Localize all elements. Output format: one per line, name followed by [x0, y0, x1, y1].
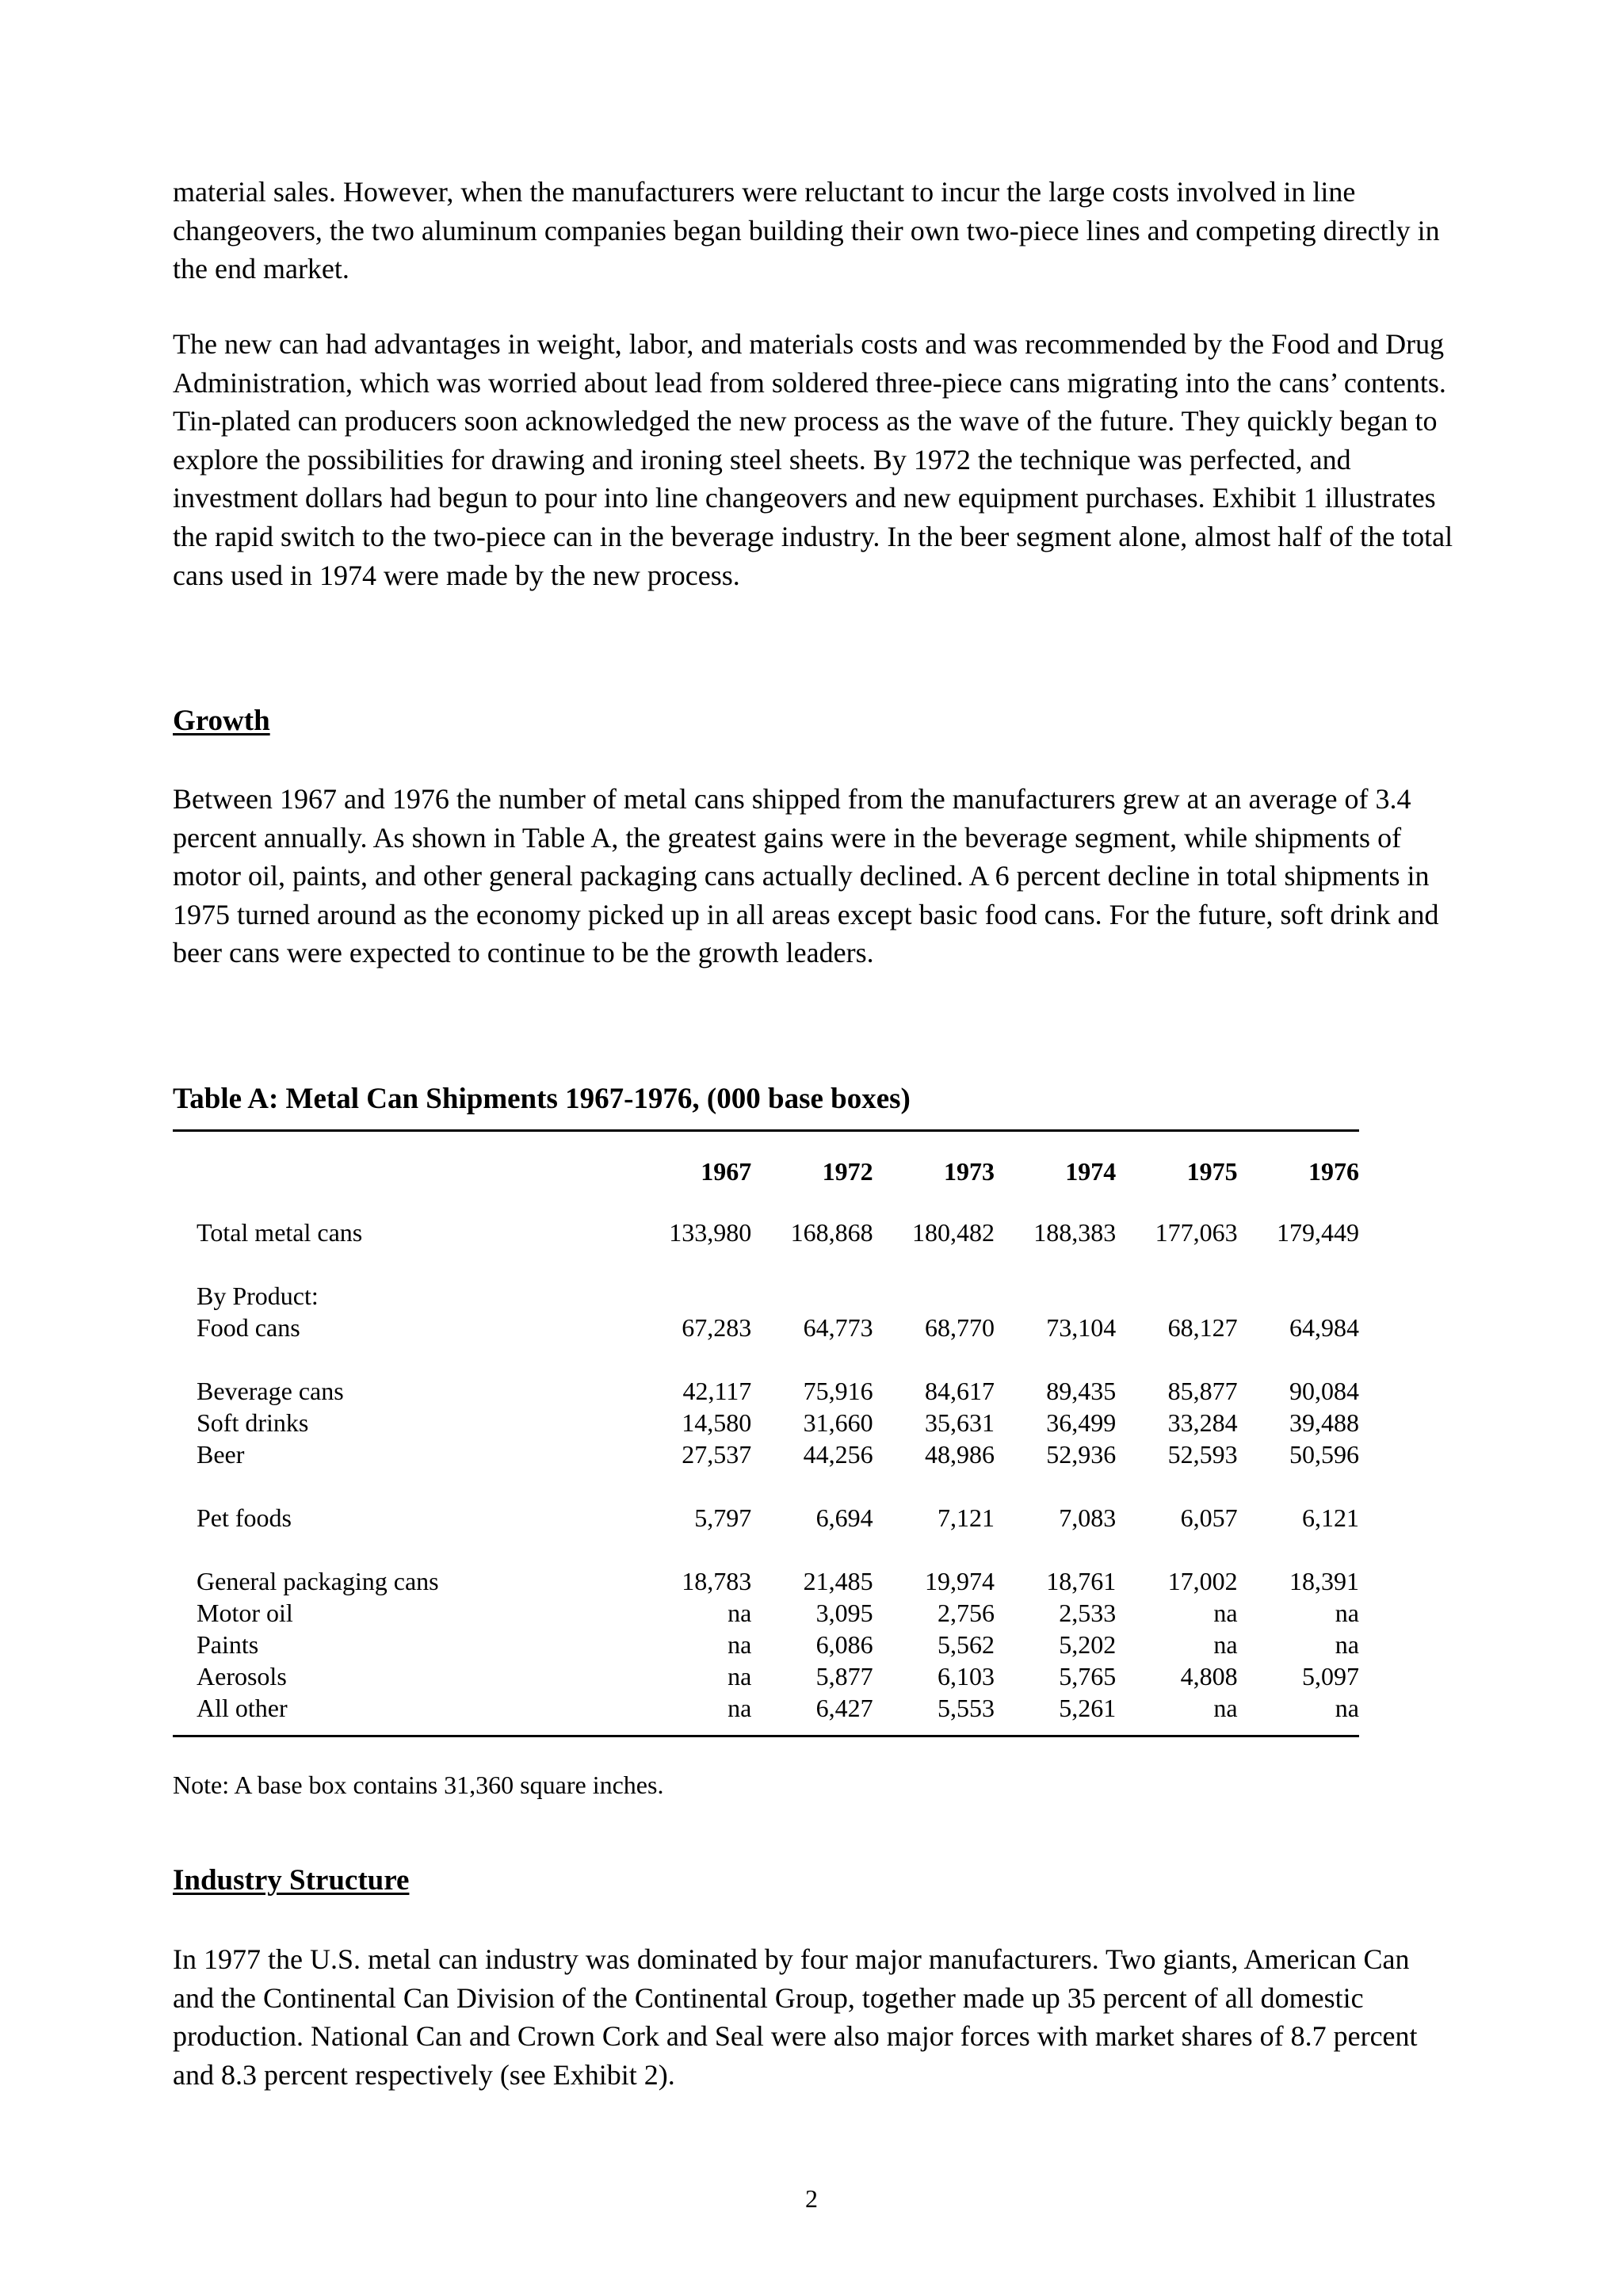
row-label: Aerosols — [197, 1662, 287, 1690]
industry-structure-heading: Industry Structure — [173, 1864, 410, 1897]
table-cell: 39,488 — [1289, 1408, 1359, 1437]
year-header: 1967 — [701, 1157, 752, 1186]
table-row-total — [173, 1217, 1359, 1248]
table-header-row — [173, 1132, 1359, 1217]
table-cell: 5,261 — [1059, 1694, 1117, 1722]
table-cell: 35,631 — [924, 1408, 995, 1437]
table-cell: na — [1335, 1694, 1359, 1722]
table-cell: 168,868 — [790, 1218, 873, 1247]
table-cell: 6,427 — [815, 1694, 873, 1722]
table-cell: 188,383 — [1033, 1218, 1117, 1247]
table-cell: 33,284 — [1167, 1408, 1238, 1437]
table-cell: na — [727, 1694, 752, 1722]
table-cell: 18,783 — [682, 1567, 752, 1595]
table-cell: na — [727, 1599, 752, 1627]
table-cell: 68,127 — [1167, 1313, 1238, 1342]
table-cell: 2,756 — [937, 1599, 995, 1627]
table-cell: 17,002 — [1167, 1567, 1238, 1595]
row-label: Soft drinks — [197, 1408, 309, 1437]
table-row-beverage — [173, 1375, 1359, 1407]
table-cell: 4,808 — [1180, 1662, 1238, 1690]
table-cell: 73,104 — [1046, 1313, 1117, 1342]
table-cell: 5,765 — [1059, 1662, 1117, 1690]
row-label: All other — [197, 1694, 288, 1722]
table-cell: na — [1335, 1630, 1359, 1659]
table-cell: 5,202 — [1059, 1630, 1117, 1659]
table-row-general-packaging — [173, 1565, 1359, 1597]
row-label: Motor oil — [197, 1599, 293, 1627]
table-cell: na — [1213, 1599, 1238, 1627]
shipments-table — [173, 1132, 1359, 1735]
year-header: 1974 — [1065, 1157, 1117, 1186]
table-cell: 52,593 — [1167, 1440, 1238, 1469]
table-row-beer — [173, 1438, 1359, 1470]
table-cell: 50,596 — [1289, 1440, 1359, 1469]
table-cell: 6,121 — [1302, 1503, 1359, 1532]
table-cell: 27,537 — [682, 1440, 752, 1469]
paragraph-industry-structure: In 1977 the U.S. metal can industry was dominated by four major manufacturers. Two giants, American Can and the Continental Can Division of the Continental Group, together made up 35 percent of all domestic production. National Can and Crown Cork and Seal were also major forces with market shares of 8.7 percent and 8.3 percent respectively (see Exhibit 2). — [173, 1943, 1418, 2091]
table-row-aerosols — [173, 1660, 1359, 1692]
table-row-all-other — [173, 1692, 1359, 1735]
table-cell: 7,121 — [937, 1503, 995, 1532]
table-cell: 6,057 — [1180, 1503, 1238, 1532]
table-cell: 18,761 — [1046, 1567, 1117, 1595]
table-cell: 179,449 — [1277, 1218, 1359, 1247]
table-cell: 6,086 — [815, 1630, 873, 1659]
table-cell: 5,553 — [937, 1694, 995, 1722]
row-label: General packaging cans — [197, 1567, 439, 1595]
paragraph-aluminum-companies: material sales. However, when the manufacturers were reluctant to incur the large costs involved in line changeovers, the two aluminum companies began building their own two-piece lines and competing directly in the end market. — [173, 176, 1440, 285]
table-row-paints — [173, 1629, 1359, 1660]
row-label: Pet foods — [197, 1503, 292, 1532]
table-cell: 84,617 — [924, 1377, 995, 1405]
table-cell: 89,435 — [1046, 1377, 1117, 1405]
table-cell: 133,980 — [669, 1218, 752, 1247]
table-cell: 14,580 — [682, 1408, 752, 1437]
table-cell: 5,877 — [815, 1662, 873, 1690]
table-cell: 90,084 — [1289, 1377, 1359, 1405]
table-cell: 18,391 — [1289, 1567, 1359, 1595]
table-cell: na — [1213, 1694, 1238, 1722]
table-cell: 68,770 — [924, 1313, 995, 1342]
table-cell: 3,095 — [815, 1599, 873, 1627]
row-label: Beverage cans — [197, 1377, 344, 1405]
table-note: Note: A base box contains 31,360 square inches. — [173, 1771, 664, 1799]
row-label: Total metal cans — [197, 1218, 363, 1247]
paragraph-growth: Between 1967 and 1976 the number of metal cans shipped from the manufacturers grew at an average of 3.4 percent annually. As shown in Table A, the greatest gains were in the beverage segment, while shipments of motor oil, paints, and other general packaging cans actually declined. A 6 percent decline in total shipments in 1975 turned around as the economy picked up in all areas except basic food cans. For the future, soft drink and beer cans were expected to continue to be the growth leaders. — [173, 783, 1439, 969]
row-label: Beer — [197, 1440, 245, 1469]
table-cell: na — [727, 1662, 752, 1690]
table-cell: 5,097 — [1302, 1662, 1359, 1690]
table-row-by-product — [173, 1280, 1359, 1312]
table-cell: 48,986 — [924, 1440, 995, 1469]
shipments-table-container — [173, 1129, 1359, 1737]
table-cell: 36,499 — [1046, 1408, 1117, 1437]
table-cell: 52,936 — [1046, 1440, 1117, 1469]
table-cell: 5,797 — [694, 1503, 752, 1532]
table-cell: 180,482 — [911, 1218, 995, 1247]
table-row-soft-drinks — [173, 1407, 1359, 1438]
year-header: 1973 — [943, 1157, 995, 1186]
table-cell: 31,660 — [803, 1408, 873, 1437]
table-cell: 44,256 — [803, 1440, 873, 1469]
table-cell: na — [1213, 1630, 1238, 1659]
table-row-motor-oil — [173, 1597, 1359, 1629]
year-header: 1975 — [1186, 1157, 1238, 1186]
table-cell: na — [1335, 1599, 1359, 1627]
table-cell: na — [727, 1630, 752, 1659]
table-cell: 6,103 — [937, 1662, 995, 1690]
table-row-pet-foods — [173, 1502, 1359, 1534]
table-cell: 177,063 — [1155, 1218, 1238, 1247]
table-cell: 6,694 — [815, 1503, 873, 1532]
row-label: Food cans — [197, 1313, 300, 1342]
table-cell: 42,117 — [682, 1377, 752, 1405]
table-cell: 75,916 — [803, 1377, 873, 1405]
growth-heading: Growth — [173, 705, 270, 737]
table-cell: 2,533 — [1059, 1599, 1117, 1627]
row-label: By Product: — [197, 1282, 319, 1310]
table-cell: 21,485 — [803, 1567, 873, 1595]
table-cell: 64,984 — [1289, 1313, 1359, 1342]
year-header: 1972 — [822, 1157, 873, 1186]
table-row-food — [173, 1312, 1359, 1343]
table-cell: 67,283 — [682, 1313, 752, 1342]
table-cell: 19,974 — [924, 1567, 995, 1595]
table-cell: 5,562 — [937, 1630, 995, 1659]
paragraph-new-can-advantages: The new can had advantages in weight, labor, and materials costs and was recommended by the Food and Drug Administration, which was worried about lead from soldered three-piece cans migrating into the cans’ contents. Tin-plated can producers soon acknowledged the new process as the wave of the future. They quickly began to explore the possibilities for drawing and ironing steel sheets. By 1972 the technique was perfected, and investment dollars had begun to pour into line changeovers and new equipment purchases. Exhibit 1 illustrates the rapid switch to the two-piece can in the beverage industry. In the beer segment alone, almost half of the total cans used in 1974 were made by the new process. — [173, 328, 1453, 591]
table-cell: 64,773 — [803, 1313, 873, 1342]
page-number: 2 — [805, 2184, 818, 2213]
table-cell: 85,877 — [1167, 1377, 1238, 1405]
table-title: Table A: Metal Can Shipments 1967-1976, (000 base boxes) — [173, 1083, 911, 1115]
table-cell: 7,083 — [1059, 1503, 1117, 1532]
table-bottom-rule — [173, 1735, 1359, 1737]
row-label: Paints — [197, 1630, 259, 1659]
year-header: 1976 — [1308, 1157, 1359, 1186]
